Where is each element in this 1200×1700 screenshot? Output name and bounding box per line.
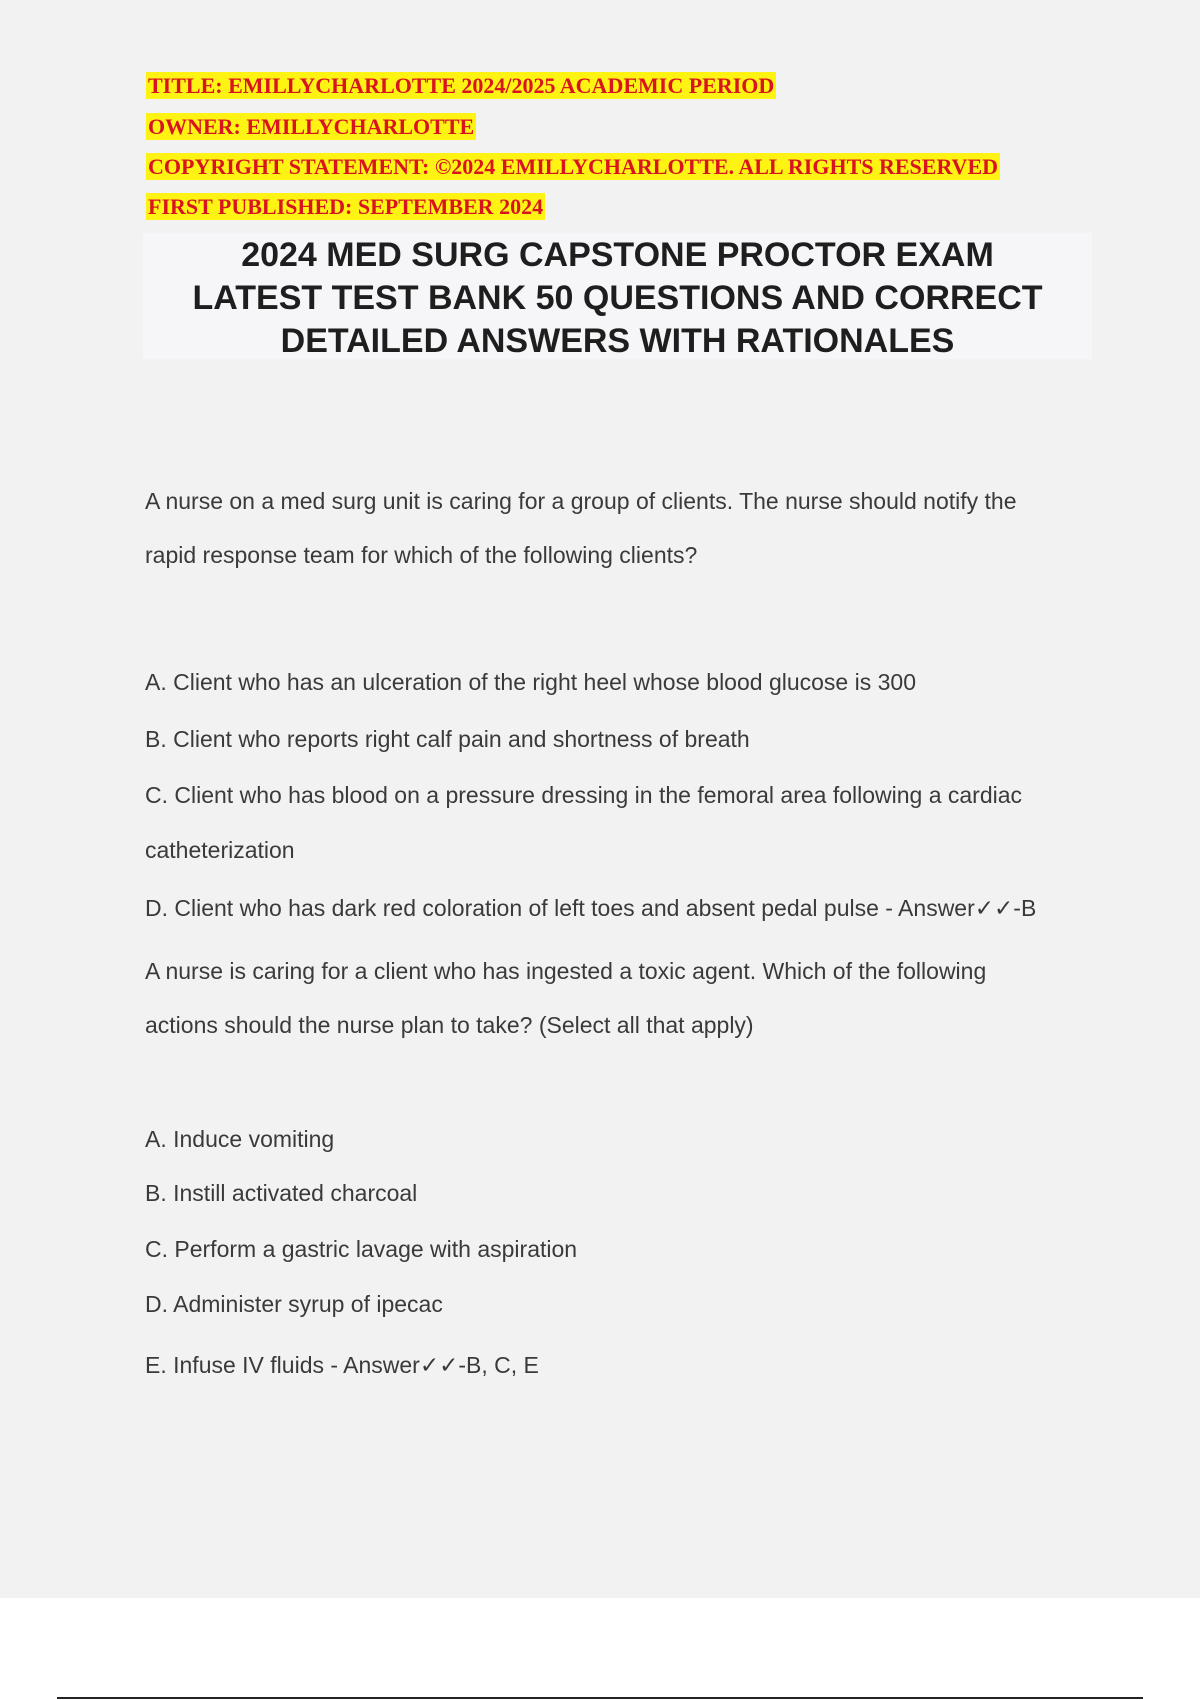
- document-title-line-2: LATEST TEST BANK 50 QUESTIONS AND CORRECT: [192, 279, 1043, 317]
- q2-option-e-answer: E. Infuse IV fluids - Answer✓✓-B, C, E: [145, 1352, 539, 1378]
- q1-option-c-line-1: C. Client who has blood on a pressure dressing in the femoral area following a cardiac: [145, 782, 1023, 808]
- q2-stem-line-2: actions should the nurse plan to take? (Select all that apply): [145, 1012, 754, 1038]
- meta-published: FIRST PUBLISHED: SEPTEMBER 2024: [148, 194, 544, 219]
- q2-option-c: C. Perform a gastric lavage with aspiration: [145, 1236, 578, 1262]
- q2-option-b: B. Instill activated charcoal: [145, 1180, 418, 1206]
- meta-owner: OWNER: EMILLYCHARLOTTE: [148, 114, 475, 139]
- document-title-line-1: 2024 MED SURG CAPSTONE PROCTOR EXAM: [241, 236, 994, 274]
- q2-option-a: A. Induce vomiting: [145, 1126, 335, 1152]
- q2-stem-line-1: A nurse is caring for a client who has ingested a toxic agent. Which of the following: [145, 958, 987, 984]
- meta-title: TITLE: EMILLYCHARLOTTE 2024/2025 ACADEMIC PERIOD: [148, 73, 775, 98]
- document-title-line-3: DETAILED ANSWERS WITH RATIONALES: [280, 322, 955, 360]
- bottom-divider: [57, 1697, 1143, 1699]
- meta-copyright: COPYRIGHT STATEMENT: ©2024 EMILLYCHARLOTTE. ALL RIGHTS RESERVED: [148, 154, 999, 179]
- q2-option-d: D. Administer syrup of ipecac: [145, 1291, 443, 1317]
- q1-stem-line-2: rapid response team for which of the following clients?: [145, 542, 698, 568]
- q1-option-b: B. Client who reports right calf pain and shortness of breath: [145, 726, 750, 752]
- q1-stem-line-1: A nurse on a med surg unit is caring for a group of clients. The nurse should notify the: [145, 488, 1017, 514]
- q1-option-d-answer: D. Client who has dark red coloration of left toes and absent pedal pulse - Answer✓✓-B: [145, 895, 1037, 921]
- document-title: [143, 233, 1092, 359]
- q1-option-c-line-2: catheterization: [145, 837, 295, 863]
- q1-option-a: A. Client who has an ulceration of the right heel whose blood glucose is 300: [145, 669, 916, 695]
